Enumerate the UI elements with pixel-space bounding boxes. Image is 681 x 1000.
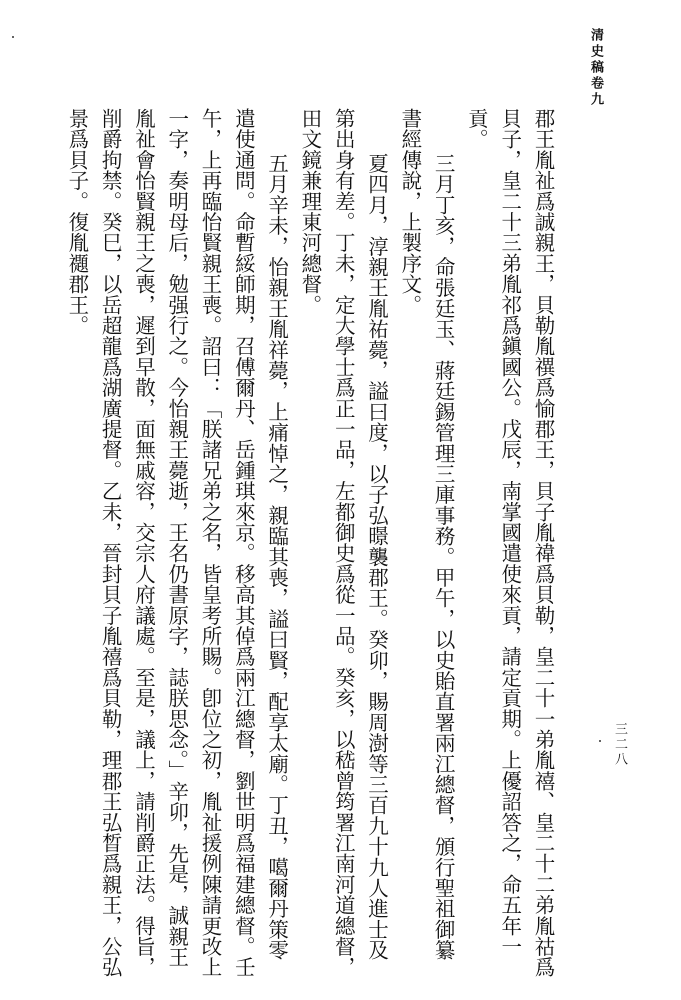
paragraph-fourth-month: 夏四月，淳親王胤祐薨，謚曰度，以子弘暻襲郡王。癸卯，賜周澍等三百九十九人進士及第出身有差。丁未，定大學士爲正一品，左都御史爲從一品。癸亥，以嵇曾筠署江南河道總督，田文鏡兼理東河總督。 (297, 108, 389, 978)
scan-speck (599, 740, 601, 742)
paragraph-fifth-month: 五月辛未，怡親王胤祥薨，上痛悼之，親臨其喪，謚曰賢，配享太廟。丁丑，噶爾丹策零遣使通問。命暫綏師期，召傅爾丹、岳鍾琪來京。移高其倬爲兩江總督，劉世明爲福建總督。壬午，上再臨怡賢親王喪。詔曰：「朕諸兄弟之名，皆皇考所賜。卽位之初，胤祉援例陳請更改上一字，奏明母后，勉强行之。今怡親王薨逝，王名仍書原字，誌朕思念。」辛卯，先是，誠親王胤祉會怡賢親王之喪，遲到早散，面無戚容，交宗人府議處。至是，議上，請削爵正法。得旨，削爵拘禁。癸巳，以岳超龍爲湖廣提督。乙未，晉封貝子胤禧爲貝勒，理郡王弘晳爲親王，公弘景爲貝子。復胤禵郡王。 (64, 108, 289, 978)
body-text (60, 108, 559, 978)
paragraph-continued: 郡王胤祉爲誠親王，貝勒胤禩爲愉郡王，貝子胤禕爲貝勒，皇二十一弟胤禧、皇二十二弟胤祜爲貝子，皇二十三弟胤祁爲鎭國公。戊辰，南掌國遣使來貢，請定貢期。上優詔答之，命五年一貢。 (464, 108, 555, 978)
scan-speck (12, 36, 14, 38)
running-title: 清史稿卷九 (588, 28, 603, 108)
page-number: 三二八 (612, 722, 627, 767)
paragraph-third-month: 三月丁亥，命張廷玉、蔣廷錫管理三庫事務。甲午，以史貽直署兩江總督，頒行聖祖御纂書經傳說，上製序文。 (397, 108, 456, 961)
